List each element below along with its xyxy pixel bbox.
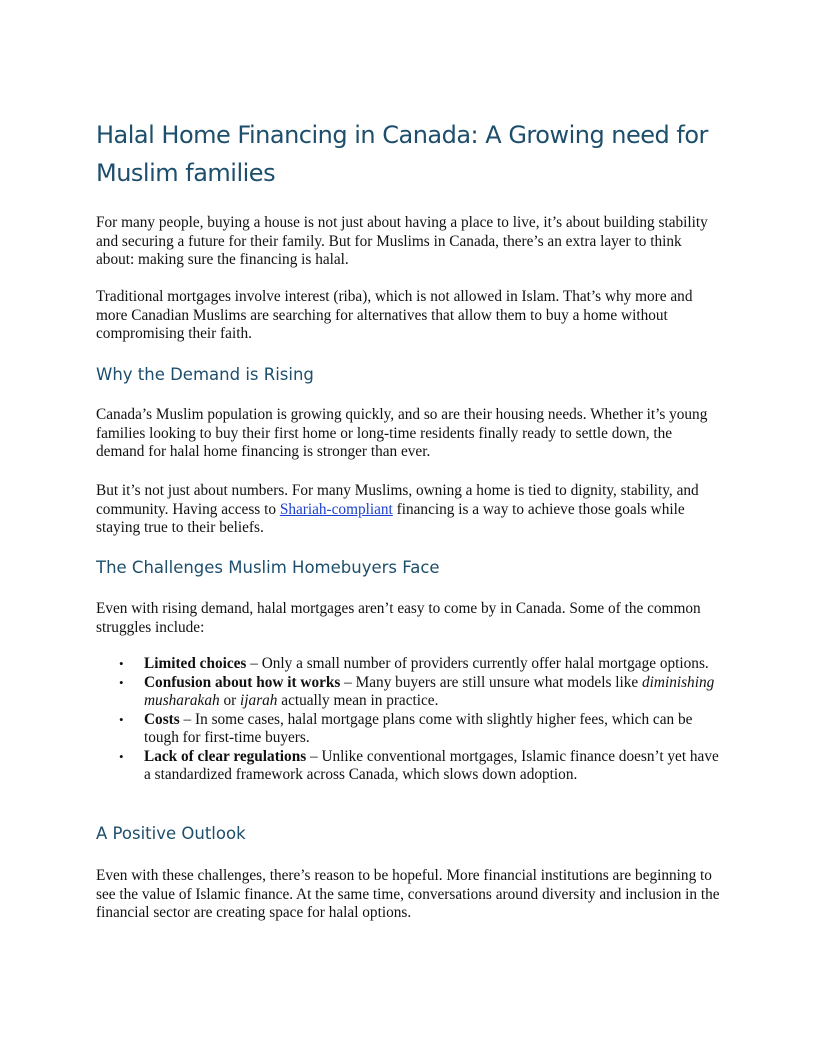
bullet-icon: • [119,748,124,764]
list-item [96,711,720,748]
list-item-text: – Unlike conventional mortgages, Islamic finance doesn’t yet have a standardized framework across Canada, which slows down adoption. [144,747,719,783]
challenges-paragraph: Even with rising demand, halal mortgages aren’t easy to come by in Canada. Some of the common struggles include: [96,600,701,636]
demand-paragraph-2-text-before: But it’s not just about numbers. For many Muslims, owning a home is tied to dignity, stability, and community. Having access to [96,482,699,518]
challenges-list [96,655,720,785]
list-item [96,748,720,785]
list-item-text: – Only a small number of providers currently offer halal mortgage options. [246,655,709,672]
demand-paragraph-1: Canada’s Muslim population is growing quickly, and so are their housing needs. Whether it’s young families looking to buy their first home or long-time residents finally ready to settle down, the demand for halal home financing is stronger than ever. [96,406,708,460]
term-ijarah: ijarah [240,692,278,709]
list-item [96,655,720,674]
list-item-title: Limited choices [144,655,247,672]
outlook-paragraph: Even with these challenges, there’s reason to be hopeful. More financial institutions are beginning to see the value of Islamic finance. At the same time, conversations around diversity and inclusion in the financial sector are creating space for halal options. [96,867,720,921]
list-item-title: Costs [144,710,180,728]
list-item-title: Confusion about how it works [144,673,341,691]
intro-paragraph-1: For many people, buying a house is not just about having a place to live, it’s about building stability and securing a future for their family. But for Muslims in Canada, there’s an extra layer to think about: making sure the financing is halal. [96,214,708,268]
section-heading-demand: Why the Demand is Rising [96,365,314,384]
section-heading-outlook: A Positive Outlook [96,824,246,843]
list-item-text-middle: or [219,692,241,709]
list-item-text: – In some cases, halal mortgage plans come with slightly higher fees, which can be tough for first-time buyers. [144,710,693,746]
list-item-title: Lack of clear regulations [144,747,307,765]
list-item-text: – Many buyers are still unsure what models like [340,673,642,691]
bullet-icon: • [119,656,124,671]
bullet-icon: • [119,674,124,690]
list-item [96,674,720,711]
demand-paragraph-2 [96,482,720,538]
intro-paragraph-2: Traditional mortgages involve interest (riba), which is not allowed in Islam. That’s why more and more Canadian Muslims are searching for alternatives that allow them to buy a home without compromising their faith. [96,288,693,342]
shariah-compliant-link[interactable]: Shariah-compliant [279,500,393,518]
list-item-text-after: actually mean in practice. [277,692,439,709]
bullet-icon: • [119,711,124,727]
term-diminishing-musharakah: diminishing musharakah [144,673,715,709]
section-heading-challenges: The Challenges Muslim Homebuyers Face [96,558,440,577]
page-title: Halal Home Financing in Canada: A Growing need for Muslim families [96,121,708,187]
demand-paragraph-2-text-after: financing is a way to achieve those goals while staying true to their beliefs. [96,500,685,536]
